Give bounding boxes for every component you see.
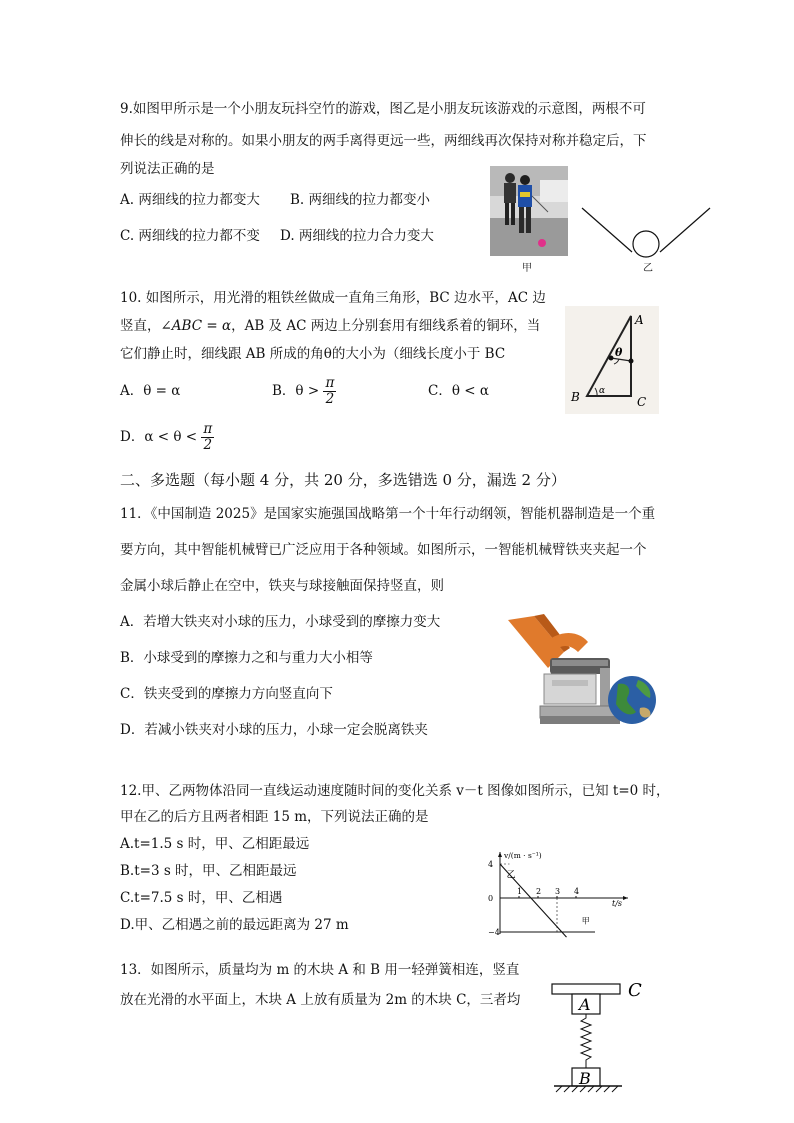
fraction-denominator: 2	[203, 437, 213, 453]
x-axis-label: t/s	[612, 899, 623, 908]
fraction-numerator: π	[203, 421, 213, 437]
q12-stem-line2: 甲在乙的后方且两者相距 15 m，下列说法正确的是	[120, 809, 429, 825]
theta-label: θ	[615, 346, 623, 359]
series-label-jia: 甲	[581, 916, 590, 926]
q9-stem-line1: 9.如图甲所示是一个小朋友玩抖空竹的游戏，图乙是小朋友玩该游戏的示意图，两根不可	[120, 101, 646, 117]
figure-label-yi: 乙	[643, 263, 653, 274]
pi-over-two-fraction	[201, 422, 214, 453]
q10-stem-line1: 10. 如图所示，用光滑的粗铁丝做成一直角三角形，BC 边水平，AC 边	[120, 290, 546, 306]
q11-stem-line3: 金属小球后静止在空中，铁夹与球接触面保持竖直，则	[120, 578, 444, 594]
pi-over-two-fraction	[323, 376, 336, 407]
x-tick-label: 3	[555, 887, 561, 896]
y-tick-label: −4	[488, 928, 500, 937]
fraction-denominator: 2	[325, 391, 335, 407]
spring	[581, 1014, 591, 1068]
x-tick-label: 2	[536, 887, 542, 896]
right-triangle-figure	[565, 306, 659, 414]
alpha-label: α	[599, 386, 606, 396]
q12-option-b: B.t=3 s 时，甲、乙相距最远	[120, 863, 297, 879]
q11-stem-line1: 11．《中国制造 2025》是国家实施强国战略第一个十年行动纲领，智能机器制造是一个重	[120, 506, 656, 522]
section-heading-multiple-choice: 二、多选题（每小题 4 分，共 20 分，多选错选 0 分，漏选 2 分）	[120, 471, 566, 489]
q9-stem-line2: 伸长的线是对称的。如果小朋友的两手离得更远一些，两细线再次保持对称并稳定后，下	[120, 133, 647, 149]
block-b-label: B	[579, 1069, 591, 1088]
q10-angle-expression: ∠ABC = α	[160, 318, 232, 334]
vertex-b-label: B	[571, 390, 580, 404]
q10-stem-line2	[120, 317, 540, 335]
q13-stem-line1: 13．如图所示，质量均为 m 的木块 A 和 B 用一轻弹簧相连，竖直	[120, 962, 520, 978]
robot-arm-gripper-figure	[500, 612, 662, 730]
x-tick-label: 1	[517, 887, 523, 896]
vertex-a-label: A	[635, 313, 644, 327]
q10-option-b	[272, 372, 336, 410]
spring-blocks-figure	[548, 978, 648, 1098]
x-tick-label: 4	[574, 887, 580, 896]
q10-option-a: A．θ = α	[120, 383, 181, 399]
series-label-yi: 乙	[506, 870, 516, 881]
q11-option-b: B．小球受到的摩擦力之和与重力大小相等	[120, 650, 373, 666]
q9-stem-line3: 列说法正确的是	[120, 161, 215, 177]
q11-option-c: C．铁夹受到的摩擦力方向竖直向下	[120, 686, 333, 702]
q12-option-c: C.t=7.5 s 时，甲、乙相遇	[120, 890, 283, 906]
y-tick-label: 0	[488, 894, 494, 903]
q12-stem-line1: 12.甲、乙两物体沿同一直线运动速度随时间的变化关系 v－t 图像如图所示，已知 t=0 时，	[120, 783, 670, 799]
q10-option-b-pre: B．θ >	[272, 383, 320, 399]
figure-label-jia: 甲	[522, 263, 532, 274]
q9-option-c: C. 两细线的拉力都不变	[120, 228, 260, 244]
q10-stem-line2-pre: 竖直，	[120, 318, 161, 334]
q12-option-d: D.甲、乙相遇之前的最远距离为 27 m	[120, 917, 349, 933]
fraction-numerator: π	[325, 375, 335, 391]
block-a-label: A	[579, 995, 591, 1014]
q10-option-c: C．θ < α	[428, 383, 489, 399]
q9-option-a: A. 两细线的拉力都变大	[120, 192, 260, 208]
y-tick-label: 4	[488, 860, 494, 869]
q12-option-a: A.t=1.5 s 时，甲、乙相距最远	[120, 836, 310, 852]
y-axis-label: v/(m · s⁻¹)	[504, 851, 542, 860]
diabolo-photo	[490, 166, 568, 256]
q10-option-d	[120, 418, 214, 456]
q11-option-d: D．若减小铁夹对小球的压力，小球一定会脱离铁夹	[120, 722, 428, 738]
vertex-c-label: C	[637, 395, 647, 409]
q11-option-a: A．若增大铁夹对小球的压力，小球受到的摩擦力变大	[120, 614, 441, 630]
block-c	[552, 984, 620, 994]
block-c-label: C	[628, 980, 642, 1001]
q9-option-d: D. 两细线的拉力合力变大	[280, 228, 434, 244]
q11-stem-line2: 要方向，其中智能机械臂已广泛应用于各种领域。如图所示，一智能机械臂铁夹夹起一个	[120, 542, 647, 558]
q9-option-b: B. 两细线的拉力都变小	[290, 192, 431, 208]
q10-option-d-pre: D．α < θ <	[120, 429, 198, 445]
velocity-time-chart	[484, 848, 634, 938]
q10-stem-line3: 它们静止时，细线跟 AB 所成的角θ的大小为（细线长度小于 BC	[120, 346, 506, 362]
q10-stem-line2-post: ，AB 及 AC 两边上分别套用有细线系着的铜环，当	[231, 318, 541, 334]
q13-stem-line2: 放在光滑的水平面上，木块 A 上放有质量为 2m 的木块 C，三者均	[120, 992, 521, 1008]
